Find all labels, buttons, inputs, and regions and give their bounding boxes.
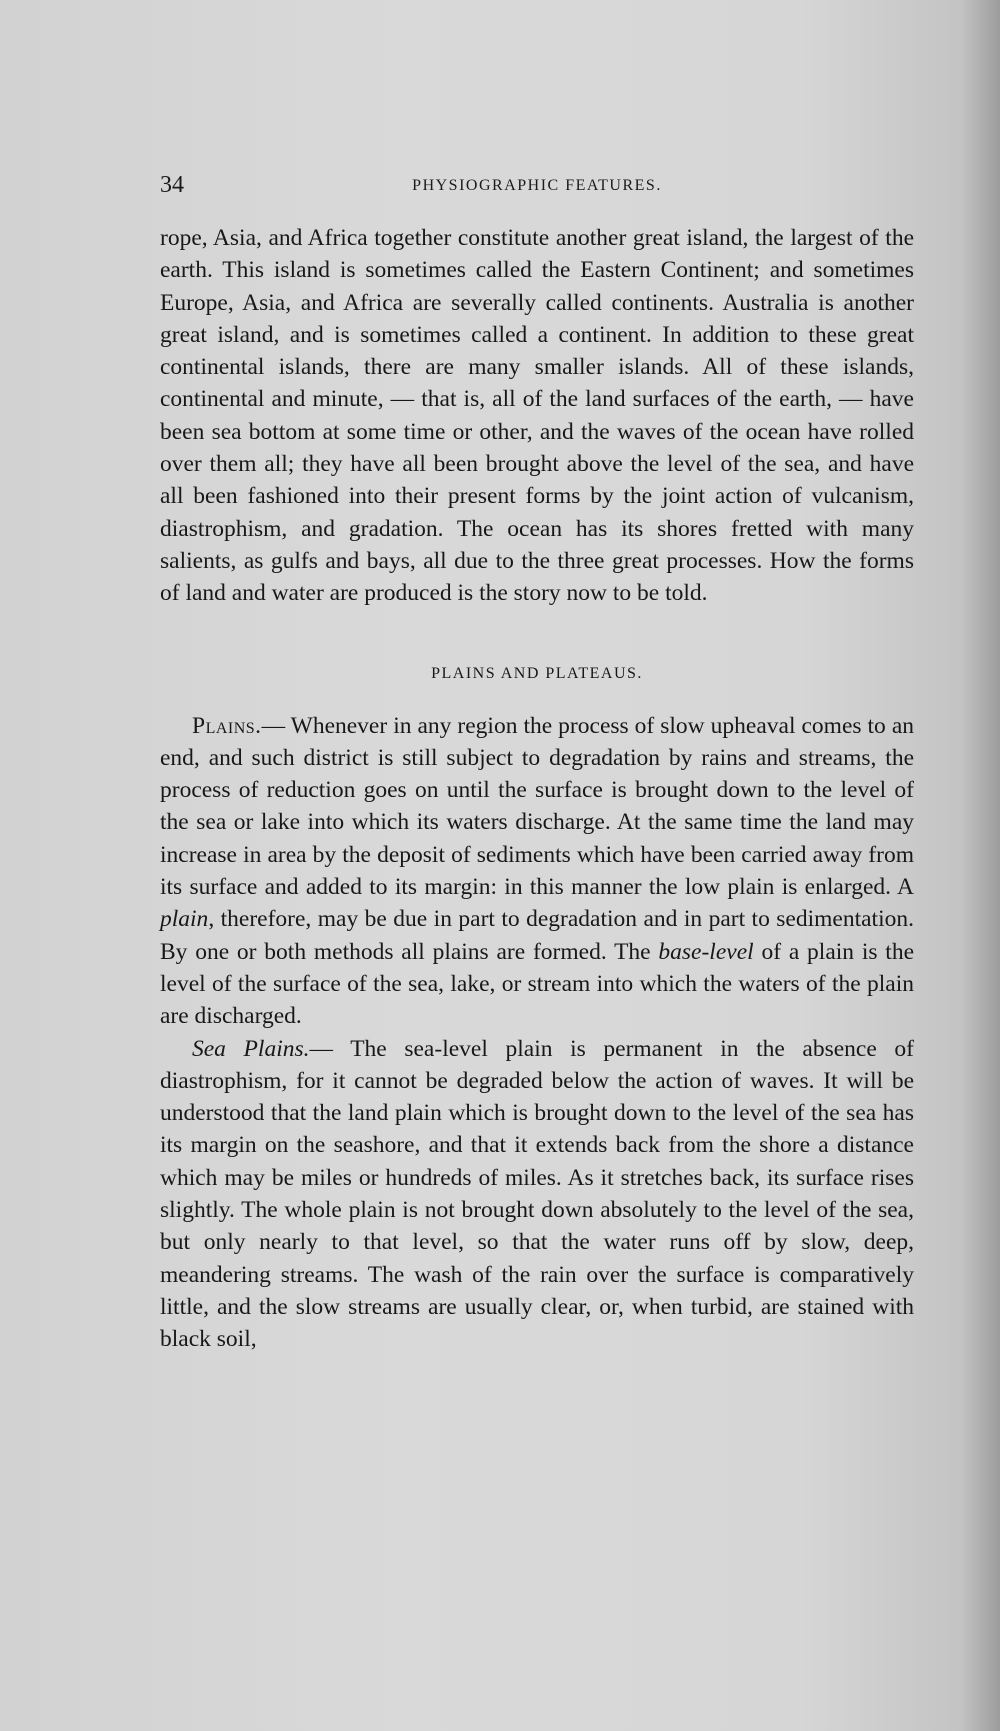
plains-text-part-2: , therefore, may be due in part to degradation and in part to sedimentation. By one or both methods all plains are formed. The bbox=[160, 906, 914, 965]
section-heading: PLAINS AND PLATEAUS. bbox=[431, 664, 643, 682]
plains-text-part-1: — Whenever in any region the process of slow upheaval comes to an end, and such district is still subject to degradation by rains and streams, the process of reduction goes on until the surface is brought down to the level of the sea or lake into which its waters discharge. At the same time the land may increase in area by the deposit of sediments which have been carried away from its surface and added to its margin: in this manner the low plain is enlarged. A bbox=[160, 712, 914, 901]
sea-plains-label: Sea Plains. bbox=[192, 1035, 310, 1062]
running-head bbox=[160, 172, 914, 202]
plains-paragraph bbox=[160, 710, 914, 1033]
sea-plains-paragraph bbox=[160, 1033, 914, 1356]
page-number: 34 bbox=[160, 172, 184, 198]
term-plain: plain bbox=[160, 906, 209, 933]
term-base-level: base-level bbox=[658, 938, 754, 965]
plains-label: Plains. bbox=[192, 712, 262, 739]
intro-paragraph: rope, Asia, and Africa together constitute another great island, the largest of the earth. This island is sometimes called the Eastern Continent; and sometimes Europe, Asia, and Africa are severally called continents. Australia is another great island, and is sometimes called a continent. In addition to these great continental islands, there are many smaller islands. All of these islands, continental and minute, — that is, all of the land surfaces of the earth, — have been sea bottom at some time or other, and the waves of the ocean have rolled over them all; they have all been brought above the level of the sea, and have all been fashioned into their present forms by the joint action of vulcanism, diastrophism, and gradation. The ocean has its shores fretted with many salients, as gulfs and bays, all due to the three great processes. How the forms of land and water are produced is the story now to be told. bbox=[160, 225, 914, 607]
body-text bbox=[160, 222, 914, 1356]
plains-text-part-3: of a plain is the level of the surface of the sea, lake, or stream into which the waters of the plain are discharged. bbox=[160, 938, 914, 1030]
running-title: PHYSIOGRAPHIC FEATURES. bbox=[412, 177, 662, 194]
sea-plains-text: — The sea-level plain is permanent in the absence of diastrophism, for it cannot be degraded below the action of waves. It will be understood that the land plain which is brought down to the level of the sea has its margin on the seashore, and that it extends back from the shore a distance which may be miles or hundreds of miles. As it stretches back, its surface rises slightly. The whole plain is not brought down absolutely to the level of the sea, but only nearly to that level, so that the water runs off by slow, deep, meandering streams. The wash of the rain over the surface is comparatively little, and the slow streams are usually clear, or, when turbid, are stained with black soil, bbox=[160, 1035, 914, 1353]
